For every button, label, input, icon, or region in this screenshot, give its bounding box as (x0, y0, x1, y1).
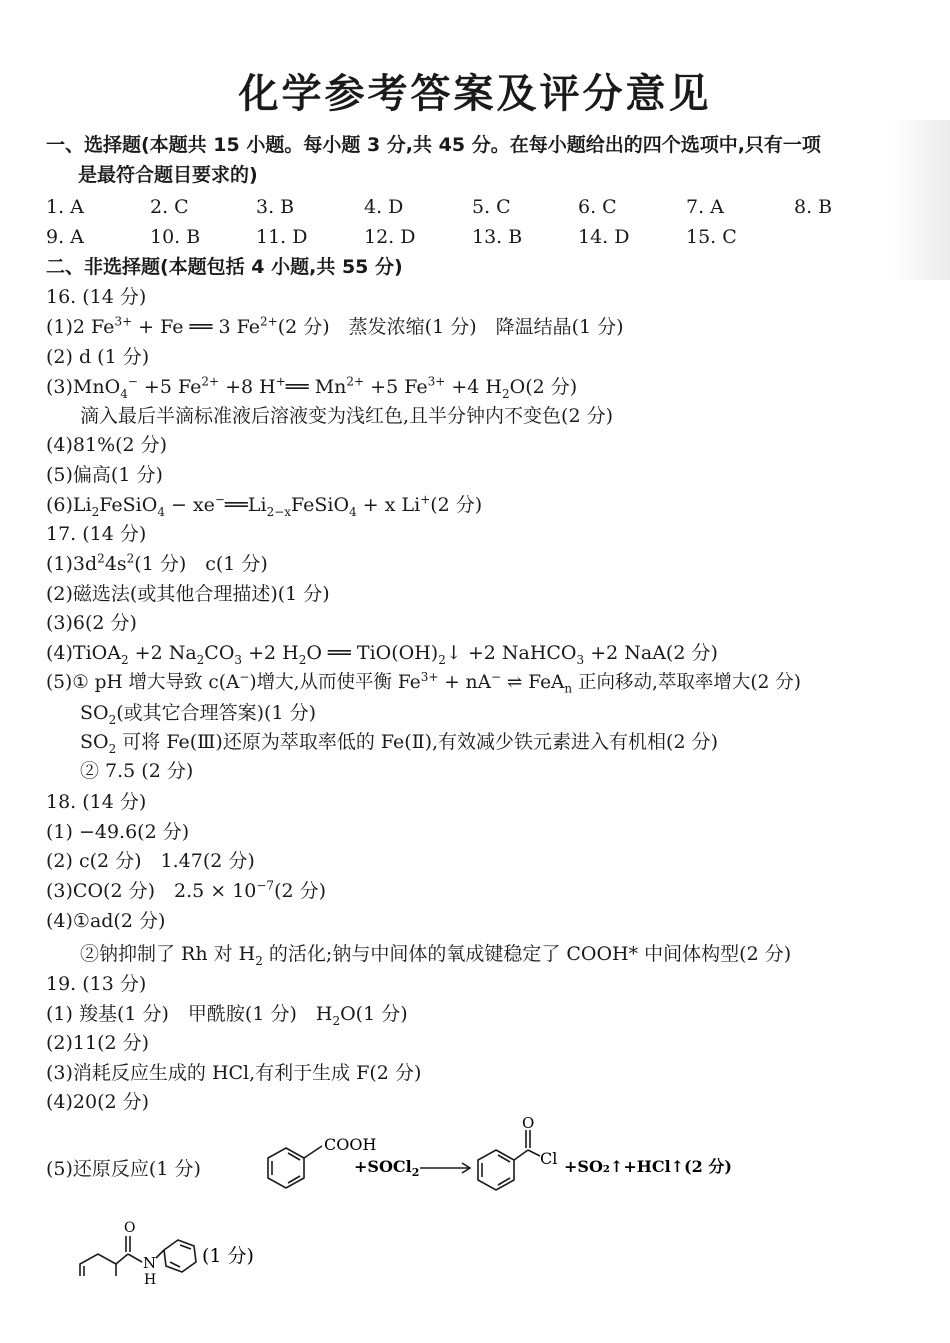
cooh-label: COOH (324, 1135, 377, 1154)
q18-header: 18. (14 分) (46, 791, 147, 813)
section1-heading-line1: 一、选择题(本题共 15 小题。每小题 3 分,共 45 分。在每小题给出的四个选项中,只有一项 (46, 134, 821, 156)
mc-answer-2: 2. C (150, 196, 189, 218)
q16-answer-1: (1)2 $Fe^{3+} + Fe$ ══ 3 $Fe^{2+}(2$ 分) 蒸发浓缩(1 分) 降温结晶(1 分) (46, 314, 624, 338)
mc-answer-1: 1. A (46, 196, 84, 218)
mc-answer-3: 3. B (256, 196, 295, 218)
q16-answer-2: (2) d (1 分) (46, 346, 150, 368)
chloride-label: Cl (540, 1149, 558, 1168)
q16-header: 16. (14 分) (46, 286, 147, 308)
q16-answer-5: (5)偏高(1 分) (46, 464, 163, 486)
mc-answer-12: 12. D (364, 226, 416, 248)
amide-structure (80, 1236, 196, 1276)
q16-answer-4: (4)81%(2 分) (46, 434, 168, 456)
mc-answer-row-1 (46, 196, 866, 218)
q17-answer-5-line2: $SO_2$(或其它合理答案)(1 分) (80, 702, 317, 727)
q17-answer-2: (2)磁选法(或其他合理描述)(1 分) (46, 583, 330, 605)
q17-answer-3: (3)6(2 分) (46, 612, 137, 634)
mc-answer-row-2 (46, 226, 866, 248)
mc-answer-4: 4. D (364, 196, 404, 218)
q17-answer-5-line3: $SO_2$ 可将 Fe(Ⅲ)还原为萃取率低的 Fe(Ⅱ),有效减少铁元素进入有机相(2 分) (80, 731, 719, 756)
q18-answer-2: (2) c(2 分) 1.47(2 分) (46, 850, 255, 872)
q17-answer-1: $(1)3d^24s^2(1$ 分) c(1 分) (46, 551, 268, 575)
amide-h-label: H (144, 1272, 157, 1288)
mc-answer-15: 15. C (686, 226, 737, 248)
q17-answer-5-line4: ② 7.5 (2 分) (80, 760, 194, 782)
q19-header: 19. (13 分) (46, 973, 147, 995)
amide-score: (1 分) (202, 1245, 254, 1267)
q17-answer-5: (5)① pH 增大导致 c(A−)增大,从而使平衡 $Fe^{3+} + nA^-$ ⇌ FeA$_n$ 正向移动,萃取率增大(2 分) (46, 669, 801, 696)
q16-answer-6: $(6)Li_2FeSiO_4$ − $xe^-══Li_{2-x}FeSiO_4 + x$ Li+(2 分) (46, 492, 483, 519)
q19-answer-5-label: (5)还原反应(1 分) (46, 1158, 201, 1180)
mc-answer-5: 5. C (472, 196, 511, 218)
benzoyl-chloride-structure (478, 1130, 540, 1190)
mc-answer-10: 10. B (150, 226, 201, 248)
q18-answer-4: (4)①ad(2 分) (46, 910, 166, 932)
benzoic-acid-structure (268, 1146, 322, 1188)
q19-answer-3: (3)消耗反应生成的 HCl,有利于生成 F(2 分) (46, 1062, 422, 1084)
q18-answer-4-line2: ②钠抑制了 Rh 对 $H_2$ 的活化;钠与中间体的氧成键稳定了 COOH* 中间体构型(2 分) (80, 943, 792, 968)
page-shadow (890, 120, 950, 280)
amide-o-label: O (124, 1220, 136, 1236)
q16-answer-3-endpoint: 滴入最后半滴标准液后溶液变为浅红色,且半分钟内不变色(2 分) (80, 405, 613, 427)
q19-answer-1: (1) 羧基(1 分) 甲酰胺(1 分) $H_2O(1$ 分) (46, 1003, 408, 1028)
section2-heading: 二、非选择题(本题包括 4 小题,共 55 分) (46, 256, 403, 278)
mc-answer-6: 6. C (578, 196, 617, 218)
amide-product (70, 1218, 310, 1288)
mc-answer-9: 9. A (46, 226, 84, 248)
page-title: 化学参考答案及评分意见 (238, 71, 712, 117)
mc-answer-14: 14. D (578, 226, 630, 248)
mc-answer-8: 8. B (794, 196, 833, 218)
mc-answer-11: 11. D (256, 226, 308, 248)
q17-answer-4: (4)TiOA$_2$ +2 $Na_2CO_3 +2$ $H_2O$ ══ $TiO(OH)_2↓ +2$ NaHCO$_3$ +2 NaA(2 分) (46, 642, 718, 667)
q16-answer-3: (3)MnO$_4$− +5 $Fe^{2+} +8$ H+══ $Mn^{2+} +5$ $Fe^{3+} +4$ $H_2O(2$ 分) (46, 374, 578, 401)
products-label: +SO₂↑+HCl↑(2 分) (564, 1157, 732, 1176)
mc-answer-13: 13. B (472, 226, 523, 248)
q19-answer-2: (2)11(2 分) (46, 1032, 150, 1054)
q18-answer-3: (3)CO(2 分) $2.5 \times 10^{-7}(2$ 分) (46, 878, 327, 902)
q19-answer-4: (4)20(2 分) (46, 1091, 150, 1113)
reaction-scheme (250, 1110, 750, 1210)
q18-answer-1: (1) −49.6(2 分) (46, 821, 190, 843)
reagent-label: +SOCl$_2$ (354, 1157, 420, 1179)
q17-header: 17. (14 分) (46, 523, 147, 545)
amide-n-label: N (143, 1254, 157, 1272)
reaction-arrow (420, 1163, 470, 1173)
carbonyl-o-label: O (522, 1114, 535, 1132)
section1-heading-line2: 是最符合题目要求的) (78, 164, 258, 186)
mc-answer-7: 7. A (686, 196, 724, 218)
